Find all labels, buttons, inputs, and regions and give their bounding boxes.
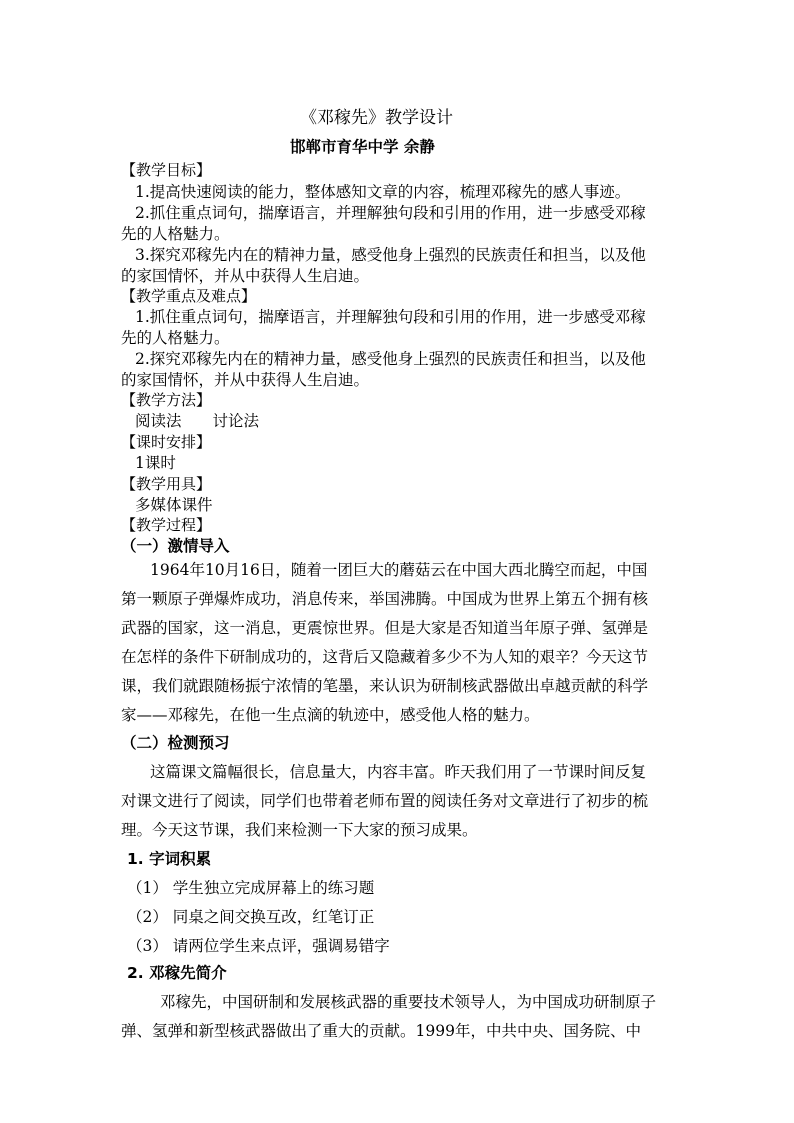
section-1-para-line-2: 第一颗原子弹爆炸成功，消息传来，举国沸腾。中国成为世界上第五个拥有核 <box>121 590 649 608</box>
section-2-title: （二）检测预习 <box>121 734 230 752</box>
key-point-2-line-1: 2.探究邓稼先内在的精神力量，感受他身上强烈的民族责任和担当，以及他 <box>135 350 646 368</box>
heading-objectives: 【教学目标】 <box>121 161 212 179</box>
page-title: 《邓稼先》教学设计 <box>300 108 453 128</box>
section-1-para-line-6: 家——邓稼先，在他一生点滴的轨迹中，感受他人格的魅力。 <box>121 706 540 724</box>
objective-3-line-2: 的家国情怀，并从中获得人生启迪。 <box>121 267 370 285</box>
subsection-2-para-line-1: 邓稼先，中国研制和发展核武器的重要技术领导人，为中国成功研制原子 <box>160 993 657 1011</box>
key-point-2-line-2: 的家国情怀，并从中获得人生启迪。 <box>121 371 370 389</box>
heading-method: 【教学方法】 <box>121 391 212 409</box>
section-2-para-line-3: 理。今天这节课，我们来检测一下大家的预习成果。 <box>121 821 478 839</box>
objective-1: 1.提高快速阅读的能力，整体感知文章的内容，梳理邓稼先的感人事迹。 <box>135 183 631 201</box>
section-1-title: （一）激情导入 <box>121 537 230 555</box>
section-2-para-line-2: 对课文进行了阅读，同学们也带着老师布置的阅读任务对文章进行了初步的梳 <box>121 792 649 810</box>
heading-tools: 【教学用具】 <box>121 475 212 493</box>
key-point-1-line-1: 1.抓住重点词句，揣摩语言，并理解独句段和引用的作用，进一步感受邓稼 <box>135 308 646 326</box>
subsection-1-item-2: （2） 同桌之间交换互改，红笔订正 <box>127 908 375 926</box>
heading-process: 【教学过程】 <box>121 516 212 534</box>
heading-key-points: 【教学重点及难点】 <box>121 287 257 305</box>
time-text: 1课时 <box>135 454 176 472</box>
subsection-1-title: 1. 字词积累 <box>127 850 212 868</box>
objective-2-line-2: 先的人格魅力。 <box>121 225 230 243</box>
section-1-para-line-3: 武器的国家，这一消息，更震惊世界。但是大家是否知道当年原子弹、氢弹是 <box>121 619 649 637</box>
subsection-2-para-line-2: 弹、氢弹和新型核武器做出了重大的贡献。1999年，中共中央、国务院、中 <box>121 1022 641 1040</box>
objective-2-line-1: 2.抓住重点词句，揣摩语言，并理解独句段和引用的作用，进一步感受邓稼 <box>135 204 646 222</box>
subsection-1-item-3: （3） 请两位学生来点评，强调易错字 <box>127 937 390 955</box>
key-point-1-line-2: 先的人格魅力。 <box>121 329 230 347</box>
subsection-2-title: 2. 邓稼先简介 <box>127 964 227 982</box>
section-1-para-line-4: 在怎样的条件下研制成功的，这背后又隐藏着多少不为人知的艰辛？今天这节 <box>121 648 649 666</box>
heading-time: 【课时安排】 <box>121 433 212 451</box>
section-2-para-line-1: 这篇课文篇幅很长，信息量大，内容丰富。昨天我们用了一节课时间反复 <box>150 763 647 781</box>
section-1-para-line-5: 课，我们就跟随杨振宁浓情的笔墨，来认识为研制核武器做出卓越贡献的科学 <box>121 677 649 695</box>
method-text: 阅读法 讨论法 <box>135 412 260 430</box>
author-line: 邯郸市育华中学 余静 <box>290 138 435 156</box>
objective-3-line-1: 3.探究邓稼先内在的精神力量，感受他身上强烈的民族责任和担当，以及他 <box>135 246 646 264</box>
tools-text: 多媒体课件 <box>135 496 213 514</box>
section-1-para-line-1: 1964年10月16日，随着一团巨大的蘑菇云在中国大西北腾空而起，中国 <box>150 561 648 579</box>
subsection-1-item-1: （1） 学生独立完成屏幕上的练习题 <box>127 879 375 897</box>
